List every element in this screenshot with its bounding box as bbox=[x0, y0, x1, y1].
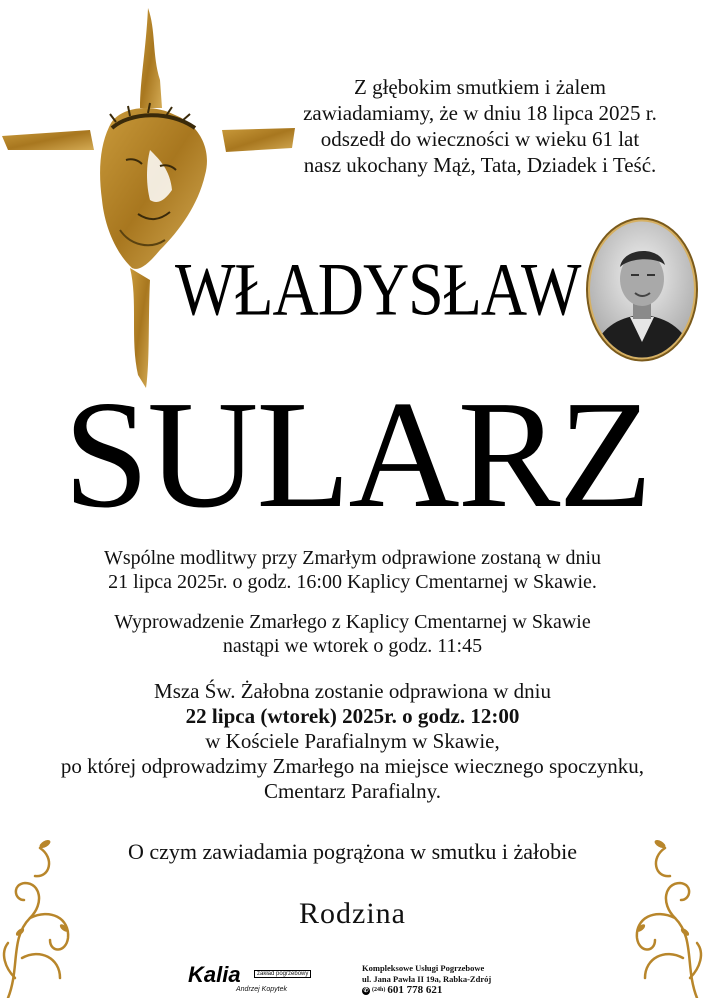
mass-line: w Kościele Parafialnym w Skawie, bbox=[205, 729, 500, 753]
funeral-home-logo bbox=[188, 962, 338, 996]
intro-line: nasz ukochany Mąż, Tata, Dziadek i Teść. bbox=[303, 153, 657, 177]
company-phone bbox=[362, 985, 562, 996]
surname: SULARZ bbox=[63, 370, 651, 540]
intro-line: odszedł do wieczności w wieku 61 lat bbox=[320, 127, 640, 151]
procession-line: Wyprowadzenie Zmarłego z Kaplicy Cmentarnej w Skawie bbox=[114, 611, 591, 633]
prayers-paragraph bbox=[20, 546, 685, 594]
company-description: Kompleksowe Usługi Pogrzebowe bbox=[362, 963, 485, 973]
closing-text: O czym zawiadamia pogrążona w smutku i żałobie bbox=[127, 839, 577, 864]
company-info bbox=[362, 963, 562, 996]
mass-line: Cmentarz Parafialny. bbox=[263, 779, 442, 803]
flourish-right-ornament bbox=[585, 828, 705, 998]
mass-line: po której odprowadzimy Zmarłego na miejsce wiecznego spoczynku, bbox=[60, 754, 645, 778]
intro-line: Z głębokim smutkiem i żalem bbox=[354, 75, 606, 99]
procession-paragraph bbox=[20, 610, 685, 658]
mass-line: Msza Św. Żałobna zostanie odprawiona w dniu bbox=[154, 679, 551, 703]
mass-date-line: 22 lipca (wtorek) 2025r. o godz. 12:00 bbox=[185, 704, 520, 728]
logo-name: Kalia bbox=[188, 962, 241, 987]
phone-number: 601 778 621 bbox=[387, 984, 443, 996]
phone-icon: ✆ bbox=[363, 987, 369, 994]
mass-paragraph bbox=[20, 679, 685, 804]
logo-tagline: zakład pogrzebowy bbox=[254, 970, 311, 978]
family-signature: Rodzina bbox=[299, 897, 406, 930]
prayers-line: Wspólne modlitwy przy Zmarłym odprawione zostaną w dniu bbox=[103, 547, 602, 569]
logo-owner: Andrzej Kopytek bbox=[236, 986, 287, 993]
prayers-line: 21 lipca 2025r. o godz. 16:00 Kaplicy Cmentarnej w Skawie. bbox=[108, 571, 597, 593]
flourish-left-ornament bbox=[0, 828, 120, 998]
intro-line: zawiadamiamy, że w dniu 18 lipca 2025 r. bbox=[303, 101, 657, 125]
portrait-photo bbox=[585, 217, 699, 362]
company-address: ul. Jana Pawła II 19a, Rabka-Zdrój bbox=[362, 974, 492, 984]
procession-line: nastąpi we wtorek o godz. 11:45 bbox=[222, 635, 483, 657]
first-name: WŁADYSŁAW bbox=[175, 247, 581, 331]
phone-hours: (24h) bbox=[372, 987, 386, 993]
intro-text bbox=[280, 74, 680, 178]
